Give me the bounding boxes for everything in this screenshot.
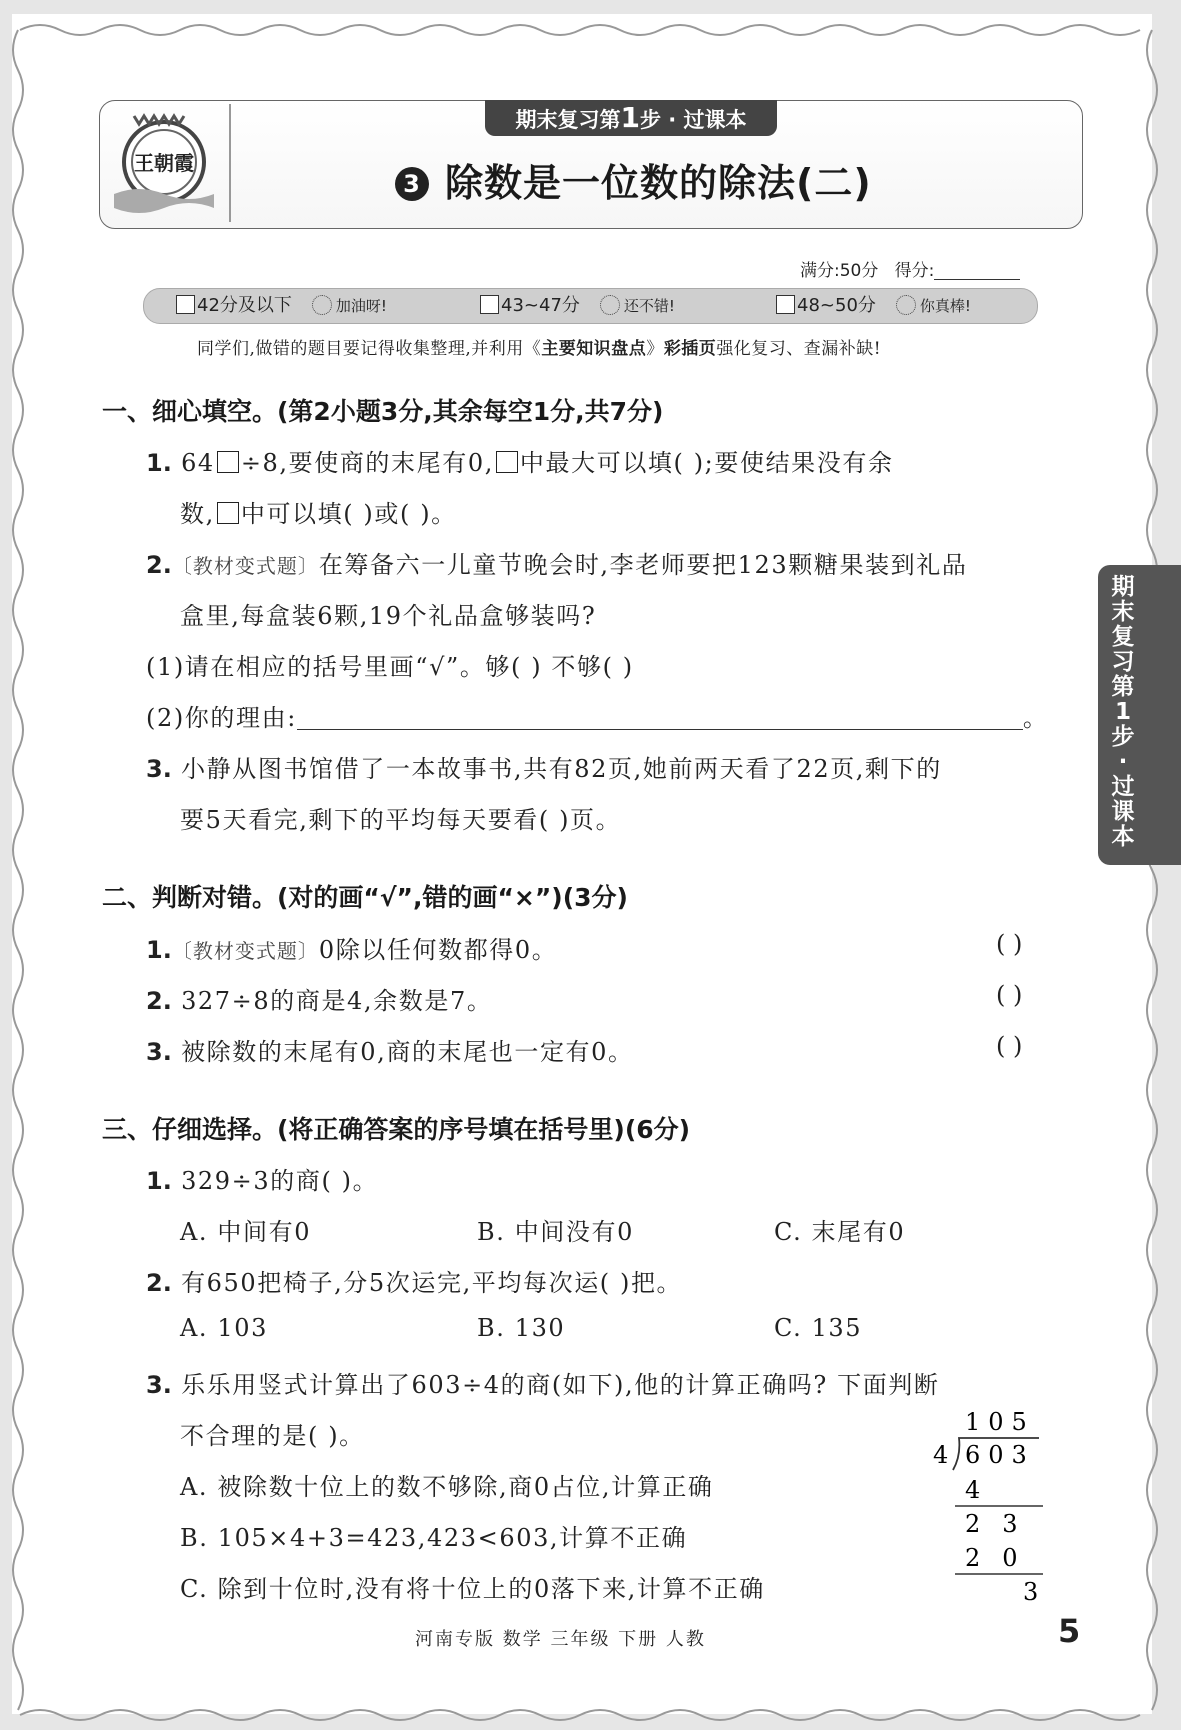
option-b[interactable]: B. 130 — [477, 1314, 566, 1342]
question-number: 3. — [146, 755, 172, 783]
question-number: 2. — [146, 1269, 172, 1297]
question-number: 3. — [146, 1038, 172, 1066]
eval-comment: 还不错! — [623, 297, 675, 315]
note-part: 同学们,做错的题目要记得收集整理,并利用《 — [197, 339, 542, 359]
svg-text:王朝霞: 王朝霞 — [134, 151, 194, 175]
question-text: 乐乐用竖式计算出了603÷4的商(如下),他的计算正确吗? 下面判断 — [181, 1371, 940, 1399]
option-c[interactable]: C. 末尾有0 — [774, 1218, 906, 1246]
eval-comment: 你真棒! — [919, 297, 971, 315]
step-2: 23 — [965, 1510, 1040, 1538]
footer-info: 河南专版 数学 三年级 下册 人教 — [415, 1629, 706, 1650]
title-text: 除数是一位数的除法(二) — [445, 161, 872, 205]
p1-q3-line1 — [146, 749, 942, 784]
side-tab-char: 末 — [1111, 599, 1135, 625]
p1-q3-line2: 要5天看完,剩下的平均每天要看( )页。 — [180, 806, 622, 834]
question-text: 小静从图书馆借了一本故事书,共有82页,她前两天看了22页,剩下的 — [181, 755, 942, 783]
section-2-heading: 二、判断对错。(对的画“√”,错的画“×”)(3分) — [102, 883, 628, 912]
blank-box[interactable] — [496, 451, 518, 473]
question-number: 1. — [146, 449, 172, 477]
eval-range: 48~50分 — [797, 295, 876, 316]
answer-paren[interactable]: ( ) — [996, 981, 1023, 1009]
period: 。 — [1022, 704, 1049, 732]
p3-q3-line1 — [146, 1365, 940, 1400]
blank-box[interactable] — [217, 502, 239, 524]
option-a[interactable]: A. 中间有0 — [180, 1218, 312, 1246]
side-tab-char: 期 — [1111, 574, 1135, 600]
question-text: 64 — [181, 449, 215, 477]
divisor: 4 — [933, 1441, 949, 1469]
question-text: 数, — [180, 500, 215, 528]
answer-paren[interactable]: ( ) — [996, 1032, 1023, 1060]
eval-comment: 加油呀! — [335, 297, 387, 315]
eval-item — [480, 289, 675, 323]
p3-q1 — [146, 1161, 378, 1196]
section-1-heading: 一、细心填空。(第2小题3分,其余每空1分,共7分) — [102, 397, 664, 426]
eval-range: 43~47分 — [501, 295, 580, 316]
question-number: 2. — [146, 987, 172, 1015]
question-number: 3. — [146, 1371, 172, 1399]
question-text: 327÷8的商是4,余数是7。 — [181, 987, 493, 1015]
p1-q2-line2: 盒里,每盒装6颗,19个礼品盒够装吗? — [180, 602, 597, 630]
question-text: 中可以填( )或( )。 — [240, 500, 457, 528]
answer-paren[interactable]: ( ) — [996, 930, 1023, 958]
smiley-icon — [312, 295, 332, 315]
eval-checkbox[interactable] — [776, 295, 795, 314]
option-a[interactable]: A. 被除数十位上的数不够除,商0占位,计算正确 — [180, 1473, 714, 1501]
note-highlight: 主要知识盘点 — [541, 339, 647, 359]
eval-range: 42分及以下 — [197, 295, 292, 316]
p1-q1-line1 — [146, 443, 894, 478]
note-highlight: 彩插页 — [663, 339, 717, 359]
score-line — [800, 256, 1020, 281]
header-tab — [485, 100, 777, 136]
long-division — [925, 1400, 1055, 1610]
smiley-icon — [600, 295, 620, 315]
tab-suffix: 步 · 过课本 — [639, 108, 747, 132]
eval-item — [776, 289, 971, 323]
p1-q1-line2 — [180, 494, 457, 529]
p2-q2 — [146, 981, 492, 1016]
question-number: 2. — [146, 551, 172, 579]
smiley-icon — [896, 295, 916, 315]
p2-q3 — [146, 1032, 634, 1067]
p2-q1 — [146, 930, 557, 965]
p1-q2-line1 — [146, 545, 967, 580]
title-number-badge: 3 — [395, 167, 429, 201]
option-c[interactable]: C. 135 — [774, 1314, 863, 1342]
reason-label: (2)你的理由: — [146, 704, 297, 732]
question-tag: 〔教材变式题〕 — [171, 554, 319, 578]
question-text: 在筹备六一儿童节晚会时,李老师要把123颗糖果装到礼品 — [318, 551, 968, 579]
question-text: 有650把椅子,分5次运完,平均每次运( )把。 — [181, 1269, 683, 1297]
eval-checkbox[interactable] — [480, 295, 499, 314]
section-3-heading: 三、仔细选择。(将正确答案的序号填在括号里)(6分) — [102, 1115, 691, 1144]
side-tab-char: 过 — [1111, 774, 1135, 800]
tab-step-number: 1 — [620, 101, 640, 134]
score-label: 得分: — [894, 261, 935, 281]
p3-q3-line2: 不合理的是( )。 — [180, 1422, 365, 1450]
step-3: 20 — [965, 1544, 1040, 1572]
full-score: 满分:50分 — [800, 261, 879, 281]
option-b[interactable]: B. 105×4+3=423,423<603,计算不正确 — [180, 1524, 688, 1552]
side-tab-char: 习 — [1111, 649, 1135, 675]
question-text: 329÷3的商( )。 — [181, 1167, 379, 1195]
question-number: 1. — [146, 936, 172, 964]
p3-q2 — [146, 1263, 682, 1298]
side-tab-char: 第 — [1111, 674, 1135, 700]
option-a[interactable]: A. 103 — [180, 1314, 268, 1342]
note-part: 》 — [646, 339, 664, 359]
side-tab-char: 步 — [1111, 724, 1135, 750]
remainder: 3 — [1023, 1578, 1039, 1606]
blank-box[interactable] — [217, 451, 239, 473]
side-tab-char: 1 — [1114, 699, 1131, 725]
note-part: 强化复习、查漏补缺! — [716, 339, 882, 359]
option-b[interactable]: B. 中间没有0 — [477, 1218, 634, 1246]
dividend: 603 — [965, 1441, 1035, 1469]
side-tab-char: 本 — [1111, 824, 1135, 850]
study-note — [197, 334, 881, 359]
question-text: 0除以任何数都得0。 — [318, 936, 558, 964]
p1-q2-sub1: (1)请在相应的括号里画“√”。够( ) 不够( ) — [146, 653, 634, 681]
option-c[interactable]: C. 除到十位时,没有将十位上的0落下来,计算不正确 — [180, 1575, 765, 1603]
quotient: 105 — [965, 1408, 1035, 1436]
page-title — [395, 152, 872, 207]
side-tab-char: 课 — [1111, 799, 1135, 825]
header-divider — [229, 104, 231, 222]
eval-item — [176, 289, 387, 323]
evaluation-bar — [143, 288, 1038, 324]
side-tab-char: 复 — [1111, 624, 1135, 650]
reason-answer-line[interactable] — [297, 709, 1023, 730]
tab-prefix: 期末复习第 — [515, 108, 621, 132]
eval-checkbox[interactable] — [176, 295, 195, 314]
side-tab-label — [1098, 575, 1148, 850]
step-1: 4 — [965, 1476, 981, 1504]
publisher-logo — [104, 104, 224, 224]
side-tab-char: · — [1118, 749, 1128, 775]
question-number: 1. — [146, 1167, 172, 1195]
page-number: 5 — [1058, 1612, 1081, 1650]
question-text: ÷8,要使商的末尾有0, — [240, 449, 494, 477]
question-text: 中最大可以填( );要使结果没有余 — [519, 449, 894, 477]
question-text: 被除数的末尾有0,商的末尾也一定有0。 — [181, 1038, 634, 1066]
question-tag: 〔教材变式题〕 — [171, 939, 319, 963]
p1-q2-sub2 — [146, 698, 1049, 733]
score-blank[interactable] — [934, 261, 1020, 280]
